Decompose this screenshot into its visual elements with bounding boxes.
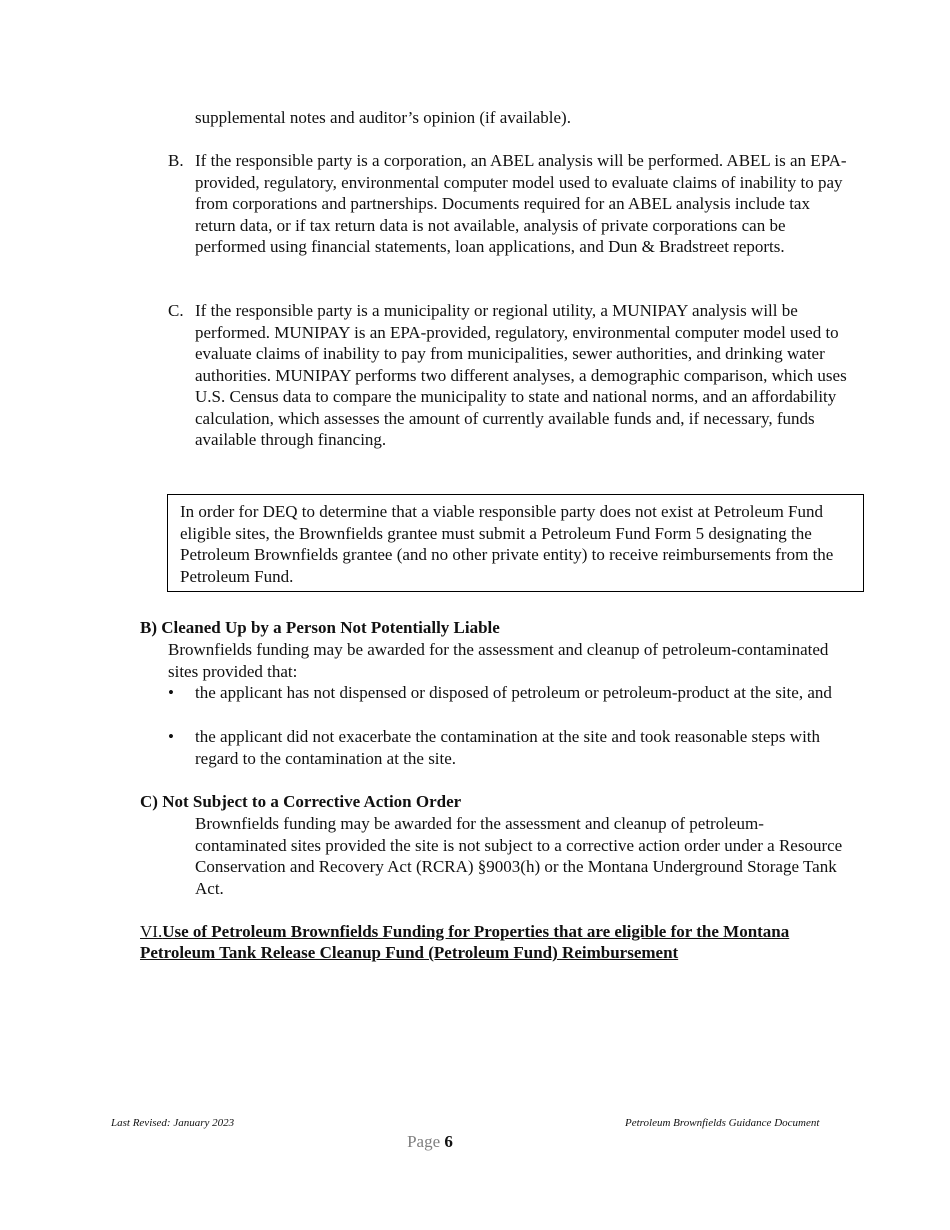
section-c-body: Brownfields funding may be awarded for the assessment and cleanup of petroleum-contaminated sites provided the site is not subject to a corrective action order under a Resource Conservation and Recovery Act (RCRA) §9003(h) or the Montana Underground Storage Tank Act. (195, 814, 843, 898)
section-b-heading: B) Cleaned Up by a Person Not Potentially Liable (140, 618, 500, 637)
bullet-text: the applicant has not dispensed or disposed of petroleum or petroleum-product at the site, and (195, 683, 832, 702)
page-number-value: 6 (444, 1132, 453, 1151)
callout-box (167, 494, 864, 592)
page-number (0, 1131, 860, 1152)
bullet-icon: • (168, 727, 174, 746)
list-item-label: B. (168, 151, 184, 170)
section-b-intro: Brownfields funding may be awarded for the assessment and cleanup of petroleum-contaminated sites provided that: (168, 640, 829, 681)
footer-revised: Last Revised: January 2023 (111, 1117, 235, 1129)
list-item-c (168, 300, 848, 451)
bullet-icon: • (168, 683, 174, 702)
list-item-label: C. (168, 301, 184, 320)
section-c-heading: C) Not Subject to a Corrective Action Order (140, 792, 462, 811)
bullet-item (168, 682, 848, 704)
section-vi-title: Use of Petroleum Brownfields Funding for Properties that are eligible for the Montana Petroleum Tank Release Cleanup Fund (Petroleum Fund) Reimbursement (140, 922, 790, 962)
bullet-item (168, 726, 848, 769)
list-item-text: If the responsible party is a municipality or regional utility, a MUNIPAY analysis will be performed. MUNIPAY is an EPA-provided, regulatory, environmental computer model used to evaluate claims of inability to pay from municipalities, sewer authorities, and drinking water authorities. MUNIPAY performs two different analyses, a demographic comparison, which uses U.S. Census data to compare the municipality to state and national norms, and an affordability calculation, which assesses the amount of currently available funds and, if necessary, funds available through financing. (195, 301, 847, 449)
continuation-text: supplemental notes and auditor’s opinion (if available). (195, 108, 571, 127)
bullet-text: the applicant did not exacerbate the contamination at the site and took reasonable steps with regard to the contamination at the site. (195, 727, 821, 768)
page-word: Page (407, 1132, 441, 1151)
callout-text: In order for DEQ to determine that a viable responsible party does not exist at Petroleum Fund eligible sites, the Brownfields grantee must submit a Petroleum Fund Form 5 designating the Petroleum Brownfields grantee (and no other private entity) to receive reimbursements from the Petroleum Fund. (180, 502, 834, 586)
section-vi-number: VI. (140, 922, 163, 941)
list-item-text: If the responsible party is a corporation, an ABEL analysis will be performed. ABEL is an EPA-provided, regulatory, environmental computer model used to evaluate claims of inability to pay from corporations and partnerships. Documents required for an ABEL analysis include tax return data, or if tax return data is not available, analysis of private corporations can be performed using financial statements, loan applications, and Dun & Bradstreet reports. (195, 151, 847, 256)
section-vi-heading (140, 921, 860, 963)
list-item-b (168, 150, 848, 258)
footer-doc-title: Petroleum Brownfields Guidance Document (625, 1117, 820, 1129)
